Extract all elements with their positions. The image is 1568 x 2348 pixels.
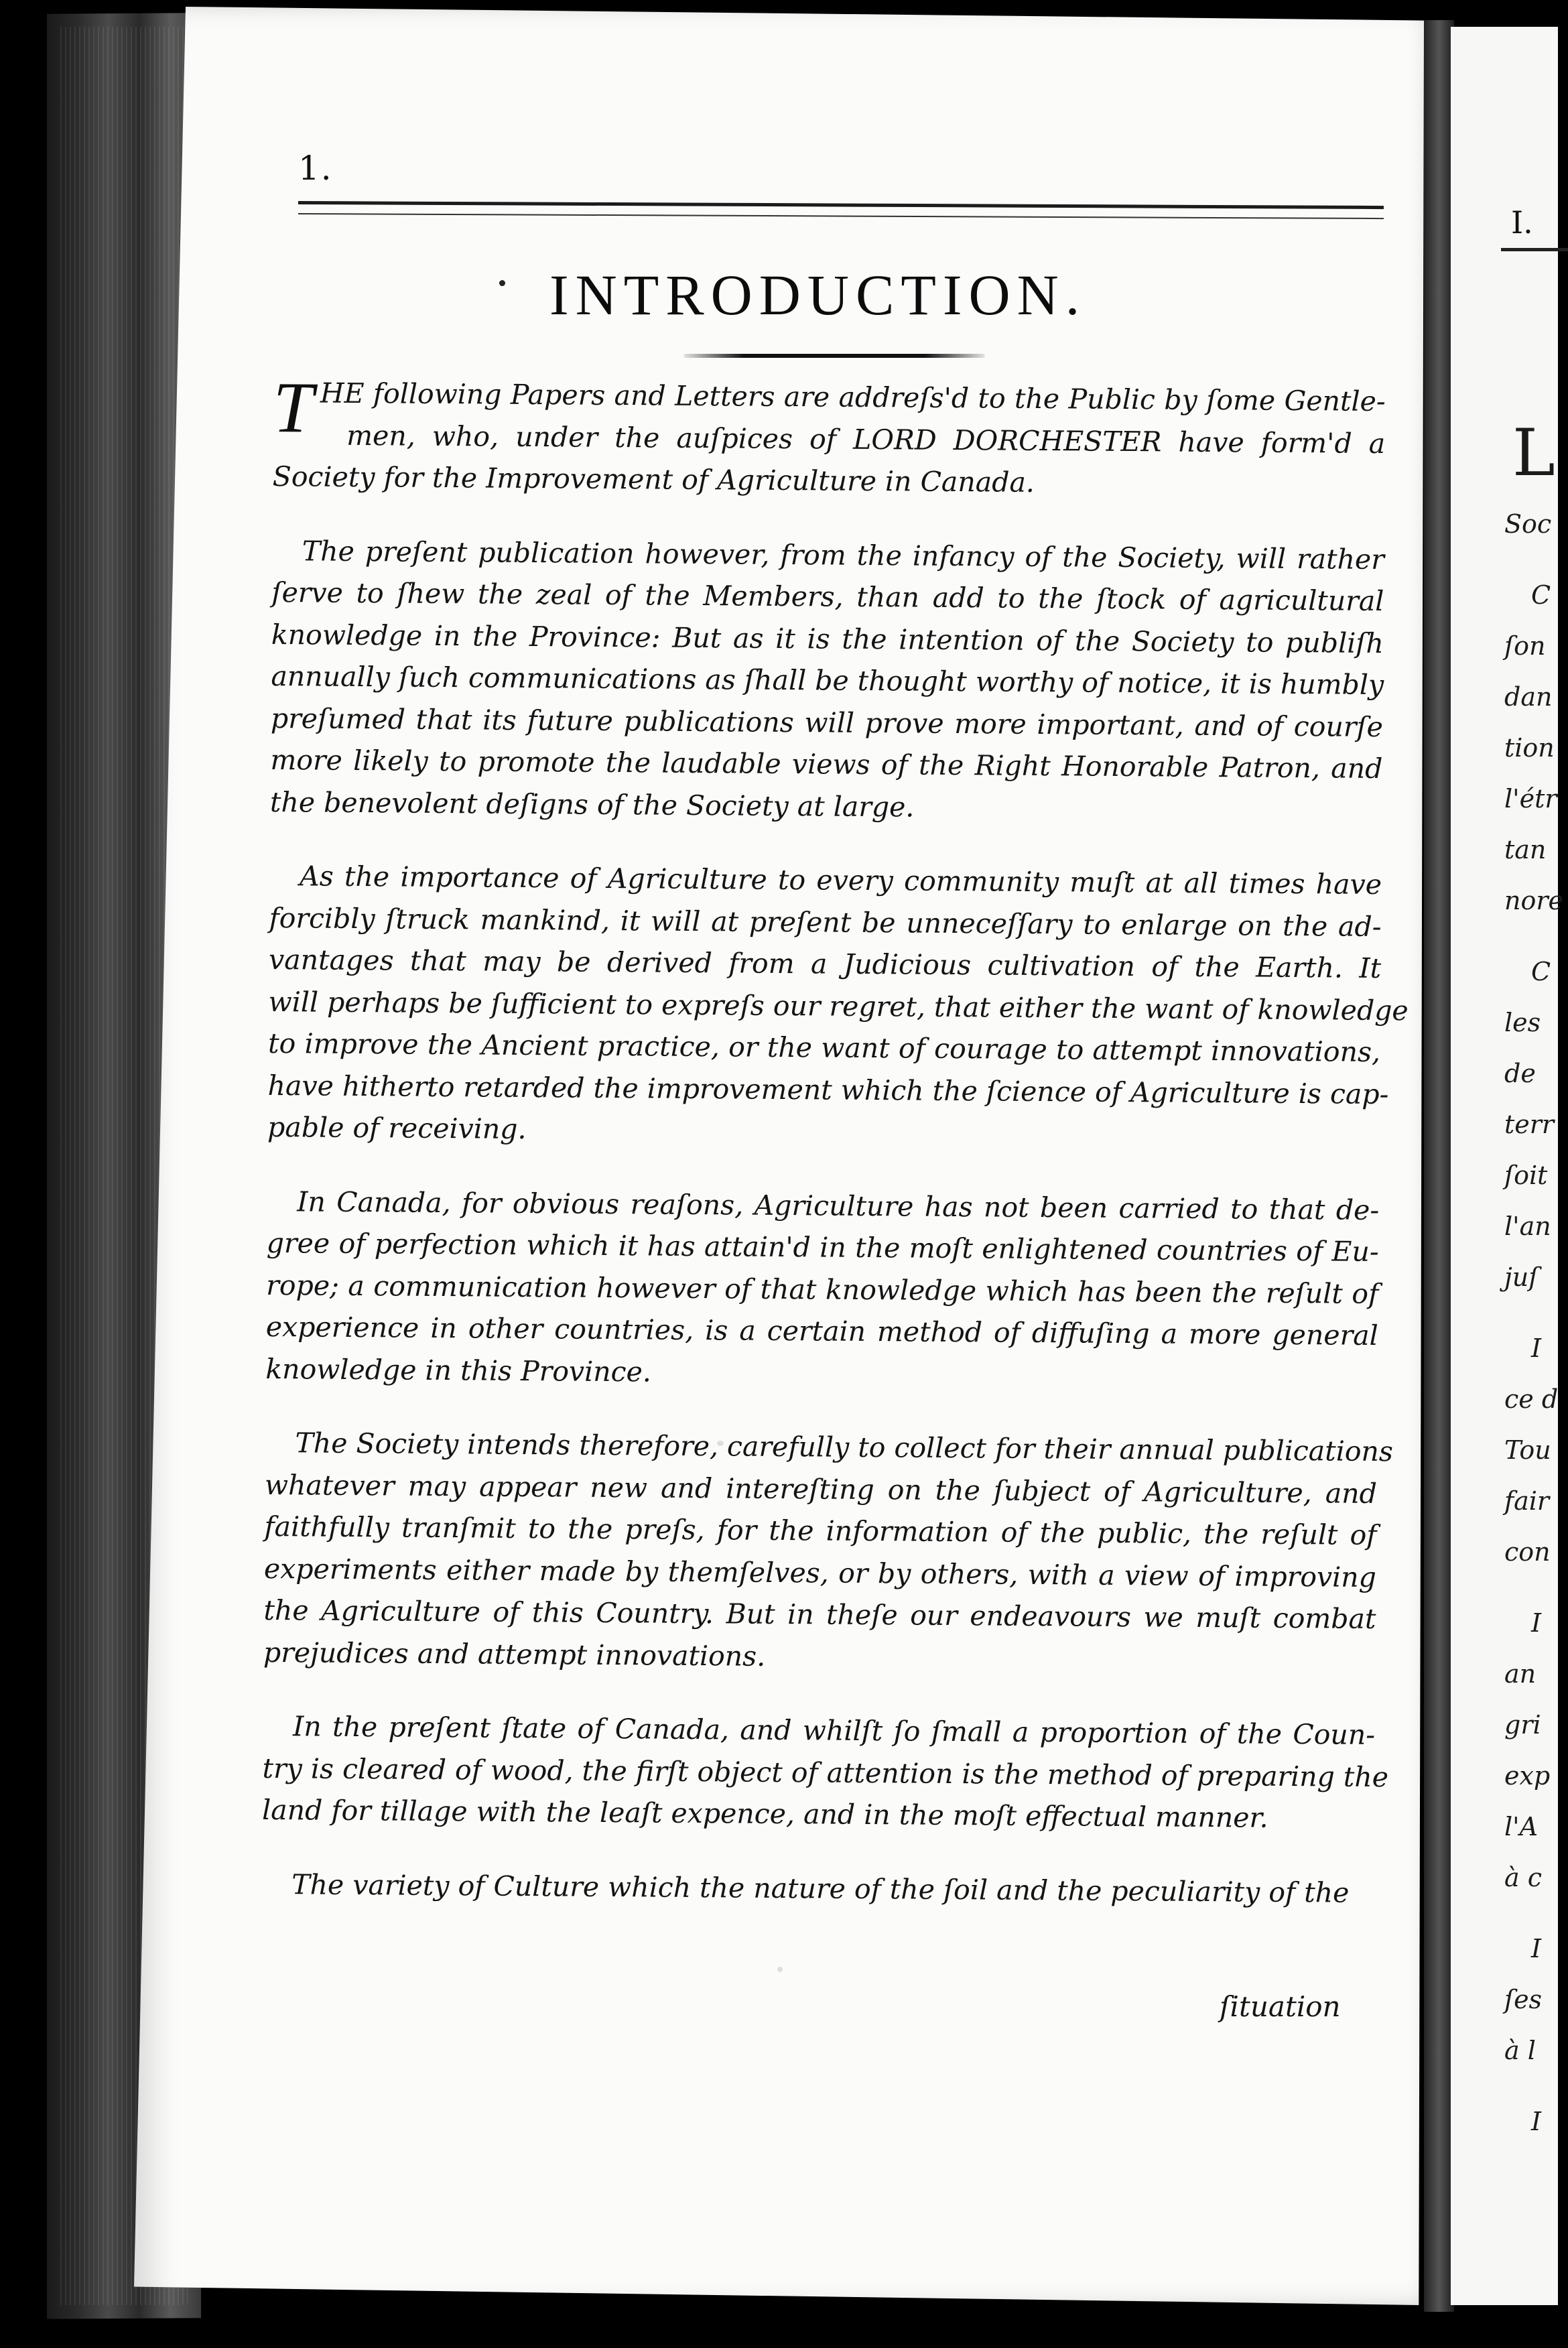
right-page-fragment: les <box>1504 1008 1541 1037</box>
right-page-fragment: ce d <box>1504 1384 1559 1414</box>
text-line: ſerve to ſhew the zeal of the Members, than add to the ſtock of agricultural <box>271 576 1384 618</box>
paragraph <box>263 1422 1394 1682</box>
right-page-fragment: I <box>1531 1934 1542 1963</box>
text-line: experiments either made by themſelves, or by others, with a view of improving <box>263 1552 1377 1593</box>
right-page-fragment: Soc <box>1504 509 1552 539</box>
text-line: knowledge in the Province: But as it is the intention of the Society to publiſh <box>271 618 1384 659</box>
text-line: knowledge in this Province. <box>265 1352 652 1388</box>
paragraph <box>270 529 1384 832</box>
paragraph <box>272 368 1386 507</box>
ink-speck <box>717 1441 724 1446</box>
text-line: whatever may appear new and intereſting on the ſubject of Agriculture, and <box>264 1468 1378 1510</box>
text-line: the benevolent deſigns of the Society at large. <box>269 785 915 824</box>
right-page-fragment: terr <box>1504 1110 1555 1139</box>
title-ornament-dot <box>499 280 505 286</box>
text-line: will perhaps be ſufficient to expreſs our regret, that either the want of knowledge <box>268 985 1409 1027</box>
right-page-fragment: C <box>1531 580 1551 610</box>
text-line: HE following Papers and Letters are addreſs'd to the Public by ſome Gentle- <box>320 377 1386 418</box>
page-title: INTRODUCTION. <box>549 263 1087 327</box>
text-line: experience in other countries, is a certain method of diffuſing a more general <box>265 1310 1378 1352</box>
page-number: 1. <box>298 149 333 188</box>
text-line: try is cleared of wood, the firſt object of attention is the method of preparing the <box>262 1752 1389 1793</box>
right-page-fragment: I <box>1531 1333 1542 1363</box>
catchword: ſituation <box>1220 1990 1341 2023</box>
text-line: rope; a communication however of that knowledge which has been the reſult of <box>266 1268 1379 1310</box>
text-line: men, who, under the auſpices of LORD DORCHESTER have form'd a <box>346 419 1386 460</box>
right-page-glimpse <box>1451 27 1564 2305</box>
book-gutter <box>1424 20 1454 2312</box>
right-page-fragment: de <box>1504 1059 1536 1088</box>
text-line: the Agriculture of this Country. But in theſe our endeavours we muſt combat <box>263 1593 1376 1635</box>
text-line: more likely to promote the laudable views of the Right Honorable Patron, and <box>270 743 1383 785</box>
text-line: The Society intends therefore, carefully to collect for their annual publications <box>295 1427 1394 1468</box>
right-page-fragment: I <box>1531 2107 1542 2136</box>
right-page-fragment: fair <box>1504 1486 1550 1516</box>
paragraph <box>261 1863 1374 1914</box>
right-page-fragment: tan <box>1504 835 1547 864</box>
ink-speck <box>777 1967 783 1972</box>
right-page-fragment: l'an <box>1504 1212 1551 1241</box>
right-page-fragment: à l <box>1504 2036 1536 2065</box>
right-page-fragment: con <box>1504 1537 1551 1567</box>
right-page-fragment: L <box>1512 415 1555 491</box>
right-page-fragment: tion <box>1504 733 1555 763</box>
right-page-fragment: ſon <box>1504 631 1546 661</box>
text-line: In Canada, for obvious reaſons, Agriculture has not been carried to that de- <box>297 1185 1380 1226</box>
text-line: land for tillage with the leaſt expence, and in the moſt effectual manner. <box>261 1793 1268 1834</box>
right-page-fragment: exp <box>1504 1761 1551 1790</box>
right-page-fragment: juſ <box>1504 1262 1539 1292</box>
right-page-fragment: l'étr <box>1504 784 1557 813</box>
right-page-folio: I. <box>1511 204 1533 241</box>
text-line: have hitherto retarded the improvement which the ſcience of Agriculture is cap- <box>267 1069 1389 1110</box>
text-line: pable of receiving. <box>267 1110 527 1145</box>
text-line: forcibly ſtruck mankind, it will at preſent be unneceſſary to enlarge on the ad- <box>269 901 1382 943</box>
text-line: In the preſent ſtate of Canada, and whilſt ſo ſmall a proportion of the Coun- <box>292 1710 1376 1751</box>
right-page-fragment: an <box>1504 1659 1537 1689</box>
paragraph <box>267 855 1409 1157</box>
right-page-fragment: ſoit <box>1504 1161 1548 1190</box>
text-line: to improve the Ancient practice, or the want of courage to attempt innovations, <box>267 1027 1381 1069</box>
right-page-fragment: C <box>1531 957 1551 986</box>
right-page-fragment: l'A <box>1504 1812 1539 1841</box>
right-page-fragment: gri <box>1504 1710 1541 1740</box>
right-page-fragment: I <box>1531 1608 1542 1638</box>
right-page-fragment: ſes <box>1504 1985 1543 2014</box>
body-text <box>261 368 1409 1946</box>
paragraph <box>265 1180 1379 1398</box>
right-page-fragment: Tou <box>1504 1435 1551 1465</box>
text-line: annually ſuch communications as ſhall be thought worthy of notice, it is humbly <box>271 659 1384 702</box>
text-line: gree of perfection which it has attain'd in the moſt enlightened countries of Eu- <box>266 1226 1379 1268</box>
text-line: faithfully tranſmit to the preſs, for the information of the public, the reſult of <box>264 1510 1377 1551</box>
text-line: vantages that may be derived from a Judicious cultivation of the Earth. It <box>268 943 1382 985</box>
right-page-fragment: à c <box>1504 1863 1543 1892</box>
paragraph <box>261 1705 1389 1840</box>
text-line: The preſent publication however, from the infancy of the Society, will rather <box>302 534 1385 576</box>
right-page-rule <box>1501 248 1568 251</box>
text-line: Society for the Improvement of Agriculture in Canada. <box>272 460 1035 499</box>
text-line: As the importance of Agriculture to every community muſt at all times have <box>299 860 1382 901</box>
right-page-fragment: nore <box>1504 886 1564 915</box>
text-line: prejudices and attempt innovations. <box>263 1636 766 1673</box>
drop-cap: T <box>273 368 314 448</box>
text-line: preſumed that its future publications will prove more important, and of courſe <box>270 702 1384 743</box>
title-underline-rule <box>683 354 985 358</box>
text-line: The variety of Culture which the nature of the ſoil and the peculiarity of the <box>291 1868 1350 1909</box>
right-page-fragment: dan <box>1504 682 1553 712</box>
